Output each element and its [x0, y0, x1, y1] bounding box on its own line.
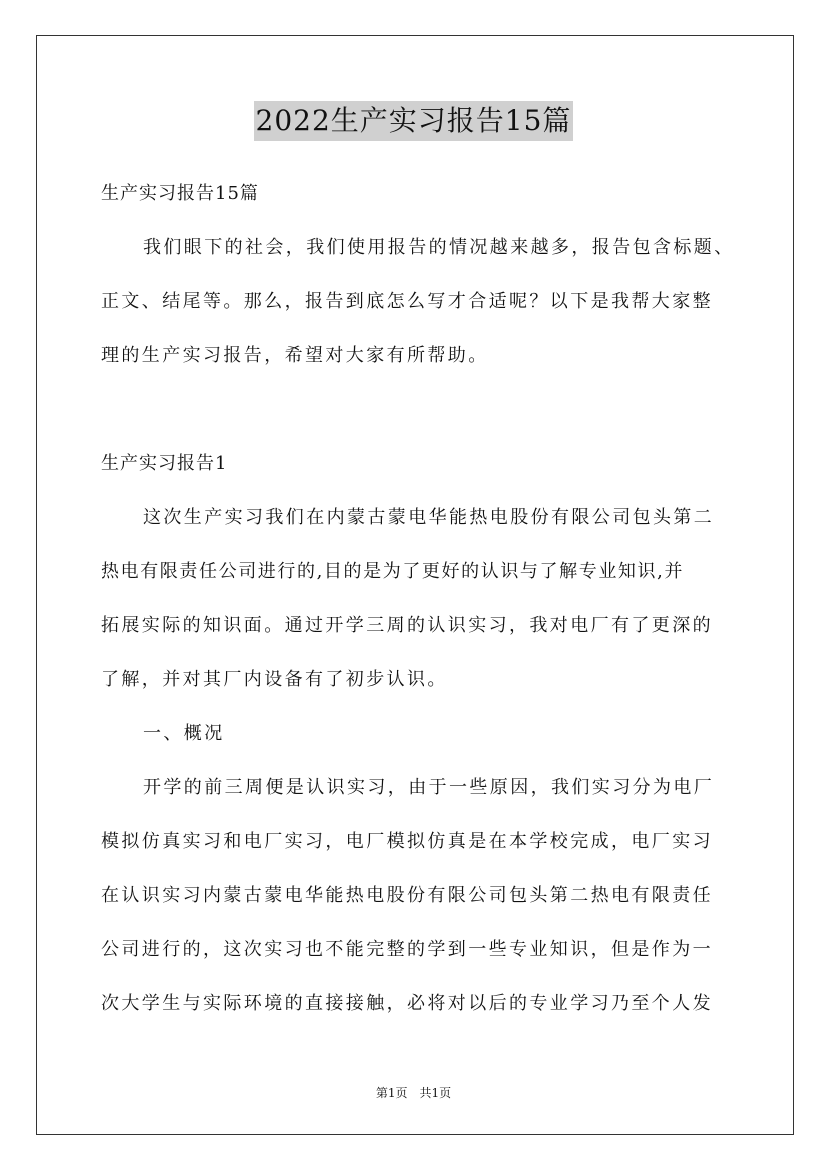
paragraph-line: 次大学生与实际环境的直接接触，必将对以后的专业学习乃至个人发	[101, 993, 713, 1014]
paragraph-line: 在认识实习内蒙古蒙电华能热电股份有限公司包头第二热电有限责任	[101, 885, 713, 906]
paragraph-line: 热电有限责任公司进行的,目的是为了更好的认识与了解专业知识,并	[101, 561, 685, 582]
intro-line: 正文、结尾等。那么，报告到底怎么写才合适呢？以下是我帮大家整	[101, 291, 713, 312]
document-subtitle: 生产实习报告15篇	[101, 183, 259, 204]
subheading: 一、概况	[143, 723, 225, 744]
section-heading: 生产实习报告1	[101, 453, 228, 474]
paragraph-line: 拓展实际的知识面。通过开学三周的认识实习，我对电厂有了更深的	[101, 615, 713, 636]
page-footer: 第1页 共1页	[375, 1086, 452, 1100]
title-container	[0, 101, 827, 141]
document-title: 2022生产实习报告15篇	[254, 101, 574, 141]
paragraph-line: 模拟仿真实习和电厂实习，电厂模拟仿真是在本学校完成，电厂实习	[101, 831, 713, 852]
paragraph-line: 开学的前三周便是认识实习，由于一些原因，我们实习分为电厂	[143, 777, 715, 798]
intro-line: 我们眼下的社会，我们使用报告的情况越来越多，报告包含标题、	[143, 237, 735, 258]
intro-line: 理的生产实习报告，希望对大家有所帮助。	[101, 345, 489, 366]
paragraph-line: 公司进行的，这次实习也不能完整的学到一些专业知识，但是作为一	[101, 939, 713, 960]
paragraph-line: 这次生产实习我们在内蒙古蒙电华能热电股份有限公司包头第二	[143, 507, 715, 528]
paragraph-line: 了解，并对其厂内设备有了初步认识。	[101, 669, 448, 690]
